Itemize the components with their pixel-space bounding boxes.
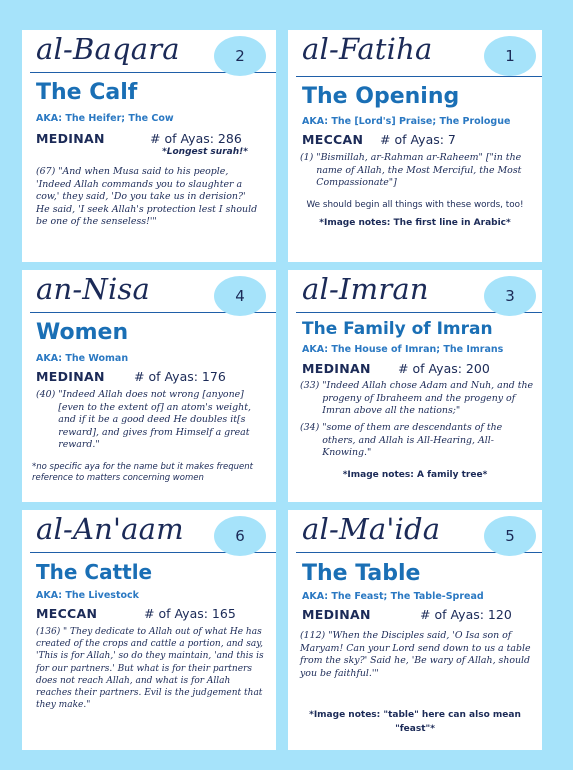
surah-name: al-Ma'ida: [302, 512, 441, 546]
quote: (136) " They dedicate to Allah out of what He has created of the crops and cattle a portion, and say, 'This is for Allah,' so do they maintain, 'and this is for our partners.' But what is for their partners does not reach Allah, and what is for Allah reaches their partners. Evil is the judgement that they make.": [36, 627, 264, 711]
aka-line: AKA: The Woman: [36, 353, 129, 364]
aya-count: # of Ayas: 120: [420, 607, 512, 622]
quote: [300, 152, 534, 190]
aya-count: # of Ayas: 176: [134, 369, 226, 384]
revelation-type: MEDINAN: [302, 607, 371, 622]
quote-number: (1): [300, 152, 314, 163]
surah-name: al-Imran: [302, 272, 429, 306]
surah-card-al-baqara: [22, 30, 276, 262]
quote-text: "some of them are descendants of the others, and Allah is All-Hearing, All-Knowing.": [322, 422, 503, 459]
surah-name: al-Fatiha: [302, 32, 433, 66]
aka-line: AKA: The [Lord's] Praise; The Prologue: [302, 116, 511, 127]
surah-card-an-nisa: [22, 270, 276, 502]
english-title: Women: [36, 320, 129, 345]
image-note: *Image notes: The first line in Arabic*: [319, 218, 511, 228]
extra-note: We should begin all things with these words, too!: [306, 200, 524, 210]
surah-name: al-An'aam: [36, 512, 184, 546]
surah-number-badge: 4: [214, 276, 266, 316]
quote-text: "Indeed Allah chose Adam and Nuh, and the progeny of Ibraheem and the progeny of Imran above all the nations;": [322, 380, 534, 417]
aya-count: # of Ayas: 286: [150, 131, 242, 146]
quote: (67) "And when Musa said to his people, 'Indeed Allah commands you to slaughter a cow,' they said, 'Do you take us in derision?' He said, 'I seek Allah's protection lest I should be one of the senseless!'": [36, 166, 258, 228]
quote-2: [300, 422, 534, 460]
quote-number: (34): [300, 422, 320, 433]
revelation-type: MEDINAN: [302, 361, 371, 376]
quote: (112) "When the Disciples said, 'O Isa son of Maryam! Can your Lord send down to us a table from the sky?' Said he, 'Be wary of Allah, should you be faithful.'": [300, 630, 531, 679]
aka-line: AKA: The House of Imran; The Imrans: [302, 344, 504, 355]
quote-text: "Indeed Allah does not wrong [anyone] [even to the extent of] an atom's weight, and if it be a good deed He doubles it[s reward], and gives from Himself a great reward.": [58, 389, 251, 451]
quote-text: "Bismillah, ar-Rahman ar-Raheem" ["in the name of Allah, the Most Merciful, the Most Compassionate"]: [316, 152, 522, 189]
quote: [36, 389, 264, 452]
english-title: The Table: [302, 561, 421, 586]
image-note: *Image notes: "table" here can also mean "feast"*: [309, 710, 521, 734]
revelation-type: MEDINAN: [36, 369, 105, 384]
aya-count: # of Ayas: 7: [380, 132, 456, 147]
surah-card-al-imran: [288, 270, 542, 502]
quote-number: (33): [300, 380, 320, 391]
surah-number-badge: 2: [214, 36, 266, 76]
surah-card-al-anaam: [22, 510, 276, 750]
aka-line: AKA: The Heifer; The Cow: [36, 113, 174, 124]
quote-1: [300, 380, 534, 418]
surah-number-badge: 1: [484, 36, 536, 76]
english-title: The Opening: [302, 84, 460, 109]
aka-line: AKA: The Livestock: [36, 590, 139, 601]
surah-card-al-maida: [288, 510, 542, 750]
surah-card-al-fatiha: [288, 30, 542, 262]
surah-number-badge: 6: [214, 516, 266, 556]
surah-number-badge: 3: [484, 276, 536, 316]
image-note: *Image notes: A family tree*: [342, 470, 488, 480]
english-title: The Family of Imran: [302, 319, 493, 339]
divider: [296, 76, 542, 77]
quote-number: (40): [36, 389, 56, 400]
english-title: The Calf: [36, 80, 138, 105]
surah-name: an-Nisa: [36, 272, 150, 306]
footnote: *no specific aya for the name but it makes frequent reference to matters concerning women: [32, 462, 253, 483]
revelation-type: MECCAN: [36, 606, 98, 621]
longest-note: *Longest surah!*: [162, 147, 248, 157]
english-title: The Cattle: [36, 560, 153, 584]
aka-line: AKA: The Feast; The Table-Spread: [302, 591, 484, 602]
surah-number-badge: 5: [484, 516, 536, 556]
surah-name: al-Baqara: [36, 32, 180, 66]
revelation-type: MECCAN: [302, 132, 364, 147]
aya-count: # of Ayas: 165: [144, 606, 236, 621]
aya-count: # of Ayas: 200: [398, 361, 490, 376]
revelation-type: MEDINAN: [36, 131, 105, 146]
